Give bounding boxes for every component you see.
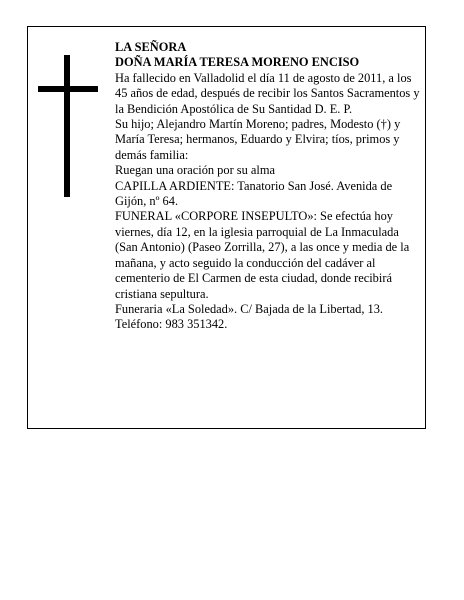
chapel-info: CAPILLA ARDIENTE: Tanatorio San José. Avenida de Gijón, nº 64. bbox=[115, 178, 393, 209]
family-list: Su hijo; Alejandro Martín Moreno; padres, Modesto (†) y María Teresa; hermanos, Eduardo y Elvira; tíos, primos y demás familia: bbox=[115, 117, 401, 162]
cross-vertical-bar bbox=[64, 55, 70, 197]
deceased-name: DOÑA MARÍA TERESA MORENO ENCISO bbox=[115, 55, 360, 70]
cross-icon bbox=[38, 55, 98, 197]
title-line: LA SEÑORA bbox=[115, 40, 187, 54]
cross-horizontal-bar bbox=[38, 86, 98, 92]
funeral-home-info: Funeraria «La Soledad». C/ Bajada de la Libertad, 13. Teléfono: 983 351342. bbox=[115, 301, 384, 332]
funeral-info: FUNERAL «CORPORE INSEPULTO»: Se efectúa hoy viernes, día 12, en la iglesia parroquial de La Inmaculada (San Antonio) (Paseo Zorrilla, 27), a las once y media de la mañana, y acto seguido la conducción del cadáver al cementerio de El Carmen de esta ciudad, donde recibirá cristiana sepultura. bbox=[115, 209, 410, 301]
prayer-request: Ruegan una oración por su alma bbox=[115, 163, 275, 178]
obituary-text bbox=[115, 40, 423, 333]
death-announcement: Ha fallecido en Valladolid el día 11 de agosto de 2011, a los 45 años de edad, después de recibir los Santos Sacramentos y la Bendición Apostólica de Su Santidad D. E. P. bbox=[115, 70, 420, 116]
